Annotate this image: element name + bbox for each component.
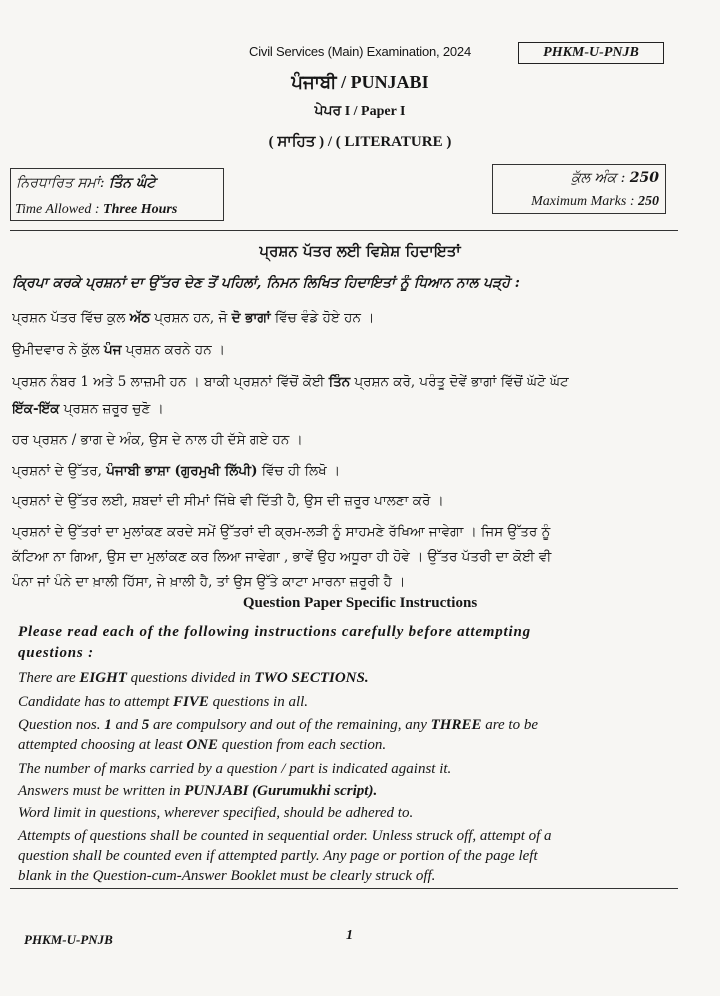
divider <box>10 230 678 231</box>
exam-title: Civil Services (Main) Examination, 2024 <box>249 44 471 59</box>
punjabi-instruction-line: ਕੱਟਿਆ ਨਾ ਗਿਆ, ਉਸ ਦਾ ਮੁਲਾਂਕਣ ਕਰ ਲਿਆ ਜਾਵੇਗਾ , ਭਾਵੇਂ ਉਹ ਅਧੂਰਾ ਹੀ ਹੋਵੇ । ਉੱਤਰ ਪੱਤਰੀ ਦਾ ਕੋਈ ਵੀ <box>12 549 552 565</box>
english-instruction-line: Answers must be written in PUNJABI (Gurumukhi script). <box>18 783 378 799</box>
page-number: 1 <box>346 928 353 943</box>
punjabi-instruction-line: ਪ੍ਰਸ਼ਨਾਂ ਦੇ ਉੱਤਰਾਂ ਦਾ ਮੁਲਾਂਕਣ ਕਰਦੇ ਸਮੇਂ ਉੱਤਰਾਂ ਦੀ ਕ੍ਰਮ-ਲੜੀ ਨੂੰ ਸਾਹਮਣੇ ਰੱਖਿਆ ਜਾਵੇਗਾ । ਜਿਸ ਉੱਤਰ ਨੂੰ <box>12 524 551 540</box>
english-instruction-line: question shall be counted even if attempted partly. Any page or portion of the page left <box>18 848 538 864</box>
time-allowed-punjabi: ਨਿਰਧਾਰਿਤ ਸਮਾਂ: ਤਿੰਨ ਘੰਟੇ <box>16 175 156 191</box>
english-intro: questions : <box>18 645 94 661</box>
paper-section: ( ਸਾਹਿਤ ) / ( LITERATURE ) <box>268 134 452 150</box>
english-intro: Please read each of the following instructions carefully before attempting <box>18 624 531 640</box>
punjabi-instructions-heading: ਪ੍ਰਸ਼ਨ ਪੱਤਰ ਲਈ ਵਿਸ਼ੇਸ਼ ਹਿਦਾਇਤਾਂ <box>259 242 461 260</box>
divider <box>10 888 678 889</box>
english-instruction-line: blank in the Question-cum-Answer Booklet must be clearly struck off. <box>18 868 436 884</box>
time-allowed-english: Time Allowed : Three Hours <box>15 202 178 217</box>
punjabi-instruction-line: ਇੱਕ-ਇੱਕ ਪ੍ਰਸ਼ਨ ਜ਼ਰੂਰ ਚੁਣੋ । <box>12 401 164 417</box>
english-instruction-line: Candidate has to attempt FIVE questions in all. <box>18 694 309 710</box>
maximum-marks-english: Maximum Marks : 250 <box>531 194 659 209</box>
maximum-marks-box <box>492 164 666 214</box>
punjabi-instruction-line: ਪੰਨਾ ਜਾਂ ਪੰਨੇ ਦਾ ਖ਼ਾਲੀ ਹਿੱਸਾ, ਜੇ ਖ਼ਾਲੀ ਹੈ, ਤਾਂ ਉਸ ਉੱਤੇ ਕਾਟਾ ਮਾਰਨਾ ਜ਼ਰੂਰੀ ਹੈ । <box>12 574 406 590</box>
maximum-marks-punjabi: ਕੁੱਲ ਅੰਕ : 250 <box>571 170 659 186</box>
punjabi-instruction-line: ਪ੍ਰਸ਼ਨ ਪੱਤਰ ਵਿੱਚ ਕੁਲ ਅੱਠ ਪ੍ਰਸ਼ਨ ਹਨ, ਜੋ ਦੋ ਭਾਗਾਂ ਵਿੱਚ ਵੰਡੇ ਹੋਏ ਹਨ । <box>12 310 375 326</box>
paper-number: ਪੇਪਰ I / Paper I <box>314 104 406 119</box>
punjabi-intro: ਕ੍ਰਿਪਾ ਕਰਕੇ ਪ੍ਰਸ਼ਨਾਂ ਦਾ ਉੱਤਰ ਦੇਣ ਤੋਂ ਪਹਿਲਾਂ, ਨਿਮਨ ਲਿਖਿਤ ਹਿਦਾਇਤਾਂ ਨੂੰ ਧਿਆਨ ਨਾਲ ਪੜ੍ਹੋ : <box>12 275 520 291</box>
english-instruction-line: Word limit in questions, wherever specified, should be adhered to. <box>18 805 414 821</box>
punjabi-instruction-line: ਉਮੀਦਵਾਰ ਨੇ ਕੁੱਲ ਪੰਜ ਪ੍ਰਸ਼ਨ ਕਰਨੇ ਹਨ । <box>12 342 226 358</box>
punjabi-instruction-line: ਪ੍ਰਸ਼ਨਾਂ ਦੇ ਉੱਤਰ, ਪੰਜਾਬੀ ਭਾਸ਼ਾ (ਗੁਰਮੁਖੀ ਲਿੱਪੀ) ਵਿੱਚ ਹੀ ਲਿਖੋ । <box>12 463 341 479</box>
paper-code-box: PHKM-U-PNJB <box>518 42 664 64</box>
english-instructions-heading: Question Paper Specific Instructions <box>242 595 478 611</box>
punjabi-instruction-line: ਪ੍ਰਸ਼ਨ ਨੰਬਰ 1 ਅਤੇ 5 ਲਾਜ਼ਮੀ ਹਨ । ਬਾਕੀ ਪ੍ਰਸ਼ਨਾਂ ਵਿੱਚੋਂ ਕੋਈ ਤਿੰਨ ਪ੍ਰਸ਼ਨ ਕਰੋ, ਪਰੰਤੂ ਦੋਵੇਂ ਭਾਗਾਂ ਵਿੱਚੋਂ ਘੱਟੋ ਘੱਟ <box>12 374 569 390</box>
english-instruction-line: attempted choosing at least ONE question from each section. <box>18 737 387 753</box>
subject-title: ਪੰਜਾਬੀ / PUNJABI <box>291 72 429 92</box>
english-instruction-line: The number of marks carried by a question / part is indicated against it. <box>18 761 452 777</box>
english-instruction-line: Attempts of questions shall be counted in sequential order. Unless struck off, attempt of a <box>18 828 552 844</box>
time-allowed-box <box>10 168 224 221</box>
footer-paper-code: PHKM-U-PNJB <box>24 932 113 947</box>
punjabi-instruction-line: ਹਰ ਪ੍ਰਸ਼ਨ / ਭਾਗ ਦੇ ਅੰਕ, ਉਸ ਦੇ ਨਾਲ ਹੀ ਦੱਸੇ ਗਏ ਹਨ । <box>12 432 303 448</box>
english-instruction-line: Question nos. 1 and 5 are compulsory and out of the remaining, any THREE are to be <box>18 717 538 733</box>
punjabi-instruction-line: ਪ੍ਰਸ਼ਨਾਂ ਦੇ ਉੱਤਰ ਲਈ, ਸ਼ਬਦਾਂ ਦੀ ਸੀਮਾਂ ਜਿੱਥੇ ਵੀ ਦਿੱਤੀ ਹੈ, ਉਸ ਦੀ ਜ਼ਰੂਰ ਪਾਲਣਾ ਕਰੋ । <box>12 493 444 509</box>
english-instruction-line: There are EIGHT questions divided in TWO SECTIONS. <box>18 670 369 686</box>
